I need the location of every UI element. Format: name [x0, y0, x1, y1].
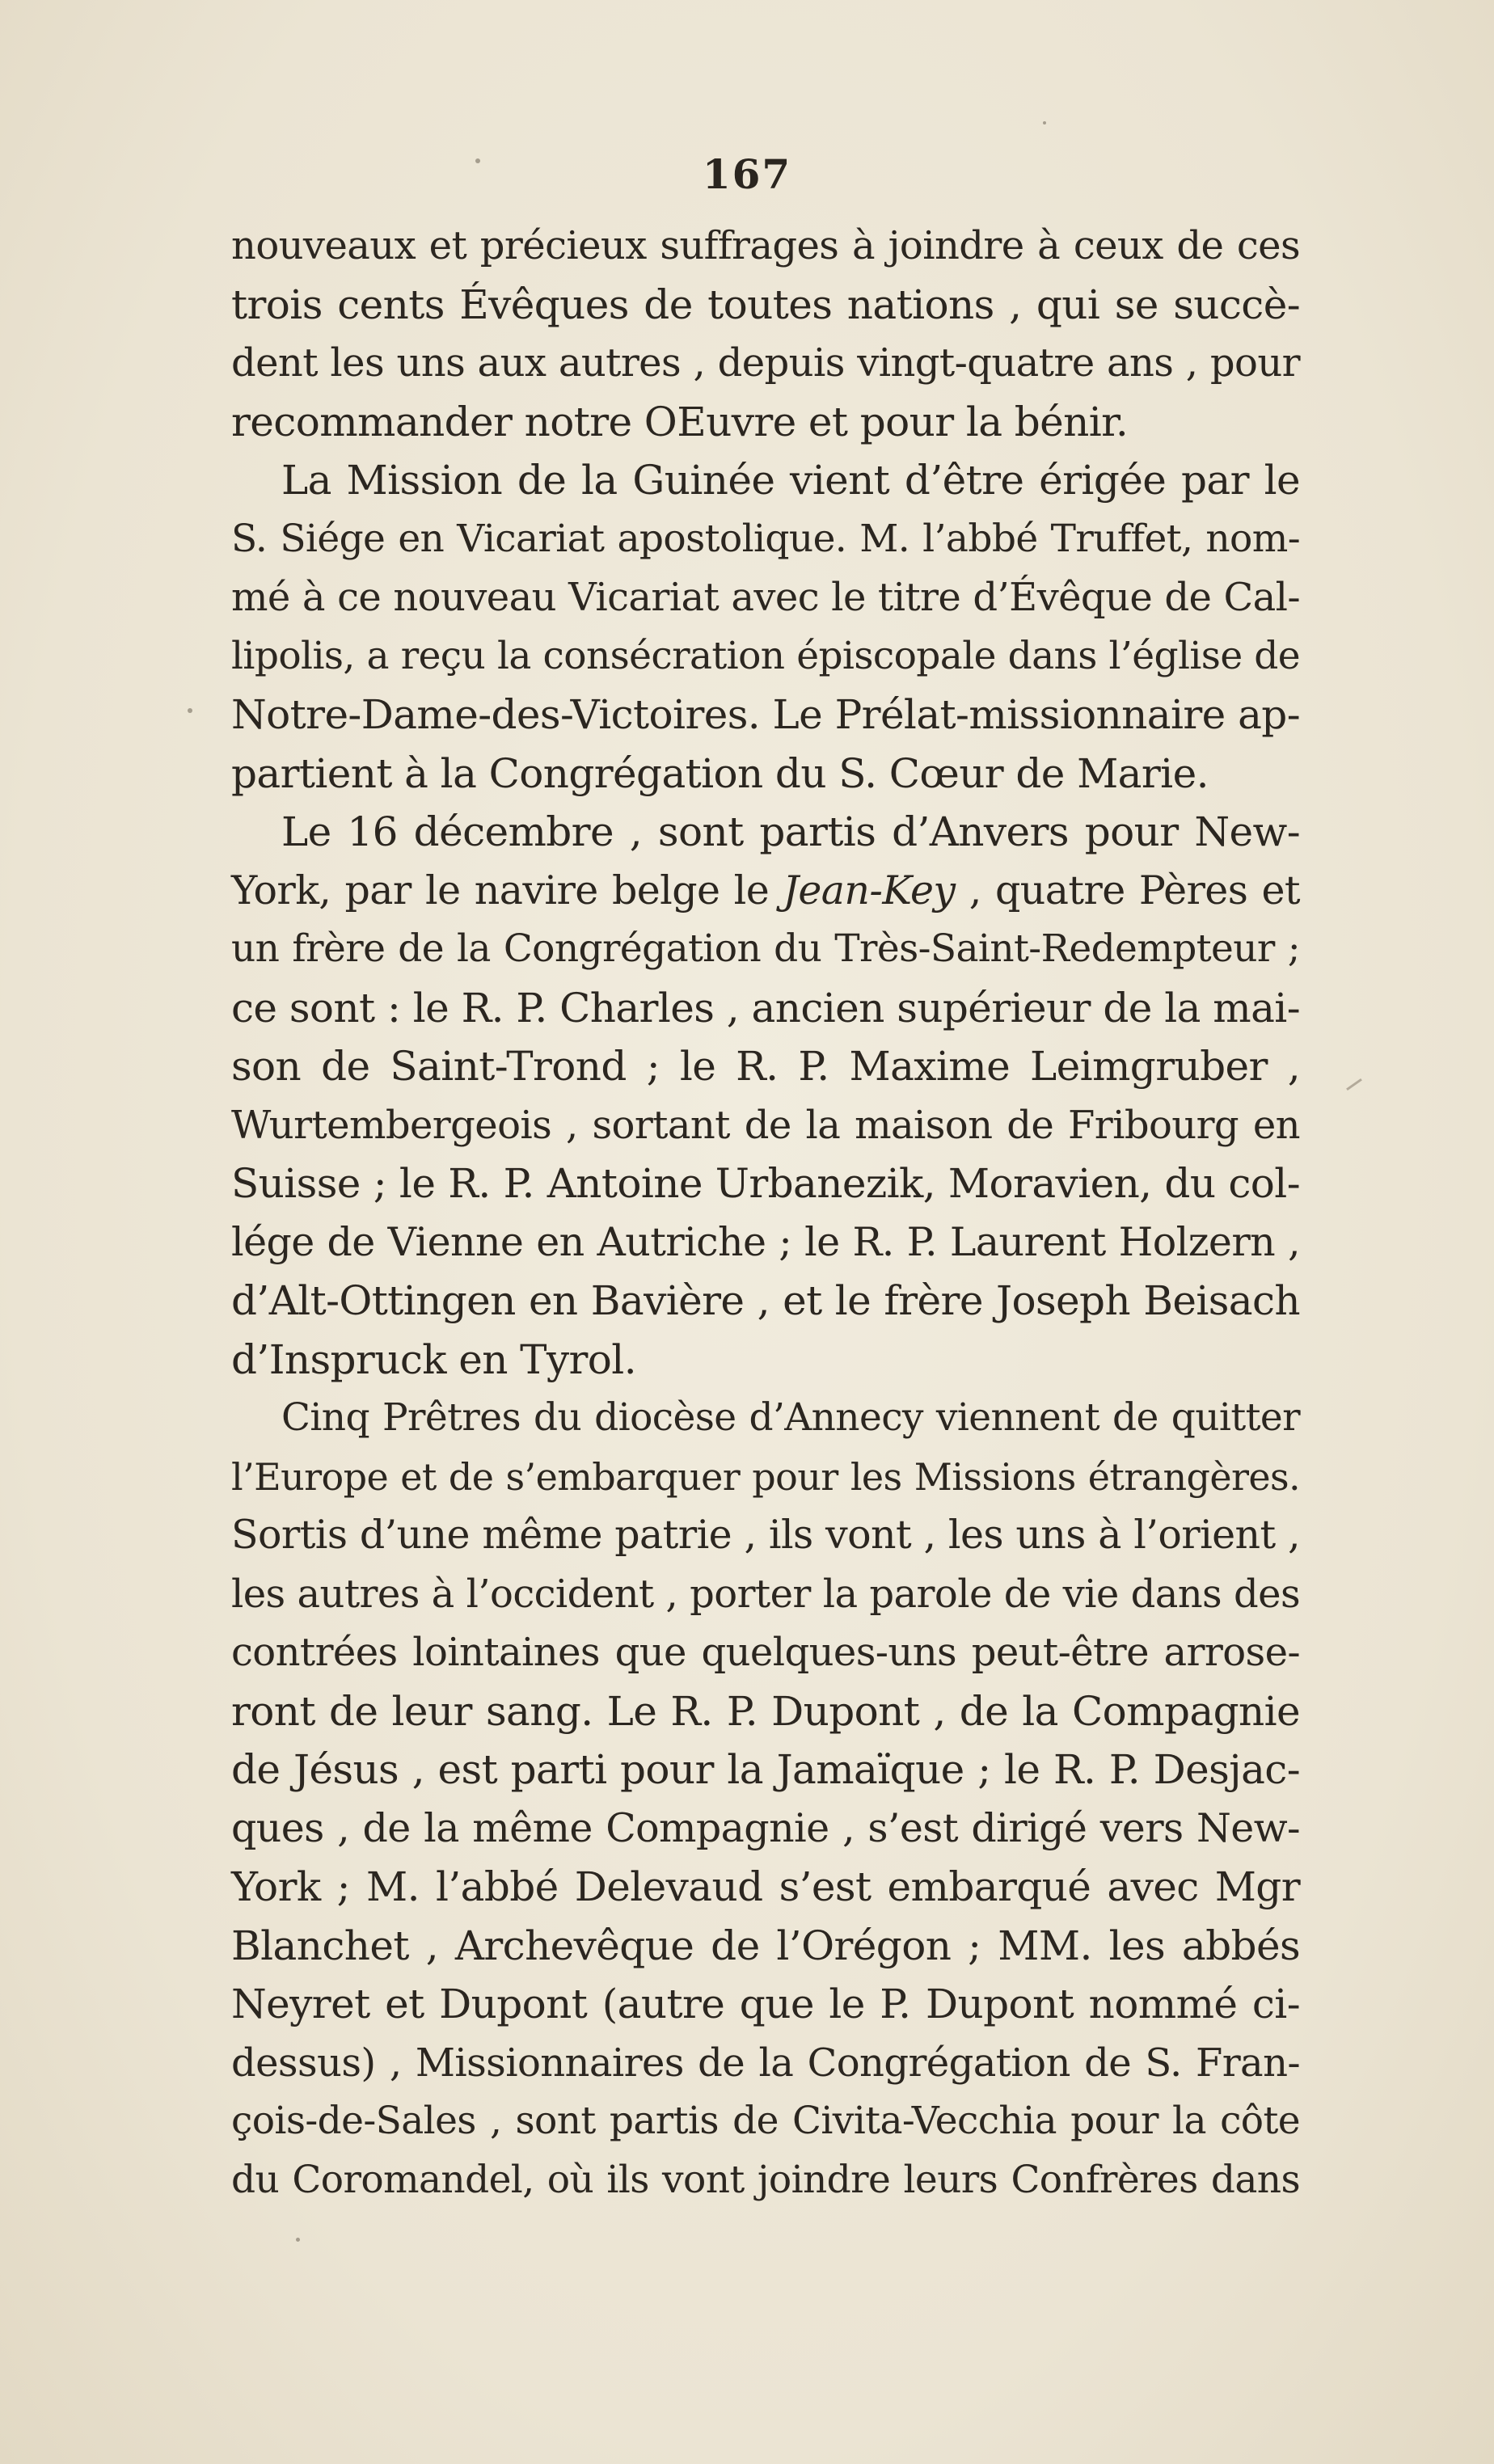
text-line: Blanchet , Archevêque de l’Orégon ; MM. les abbés — [231, 1922, 1300, 1969]
text-line: ques , de la même Compagnie , s’est dirigé vers New- — [231, 1804, 1300, 1851]
text-line: dessus) , Missionnaires de la Congrégation de S. Fran- — [231, 2040, 1300, 2086]
text-line: son de Saint-Trond ; le R. P. Maxime Leimgruber , — [231, 1043, 1300, 1090]
text-line: Cinq Prêtres du diocèse d’Annecy viennent de quitter — [281, 1395, 1300, 1440]
text-line: trois cents Évêques de toutes nations , qui se succè- — [231, 281, 1300, 328]
text-line: d’Alt-Ottingen en Bavière , et le frère Joseph Beisach — [231, 1277, 1300, 1324]
text-line: d’Inspruck en Tyrol. — [231, 1335, 636, 1383]
text-line: Neyret et Dupont (autre que le P. Dupont nommé ci- — [231, 1981, 1300, 2027]
text-line: La Mission de la Guinée vient d’être érigée par le — [281, 457, 1300, 504]
text-line: lége de Vienne en Autriche ; le R. P. Laurent Holzern , — [231, 1218, 1300, 1265]
text-line: lipolis, a reçu la consécration épiscopale dans l’église de — [231, 633, 1300, 678]
text-line: nouveaux et précieux suffrages à joindre à ceux de ces — [231, 223, 1300, 268]
ship-name: Jean-Key — [783, 867, 956, 913]
text-line: l’Europe et de s’embarquer pour les Missions étrangères. — [231, 1454, 1300, 1499]
text-line: les autres à l’occident , porter la parole de vie dans des — [231, 1571, 1300, 1617]
paper-speck — [188, 708, 192, 713]
text-line: recommander notre OEuvre et pour la bénir. — [231, 398, 1129, 445]
text-line: Wurtembergeois , sortant de la maison de Fribourg en — [231, 1102, 1300, 1148]
text-line: du Coromandel, où ils vont joindre leurs Confrères dans — [231, 2157, 1300, 2202]
text-line: dent les uns aux autres , depuis vingt-quatre ans , pour — [231, 340, 1300, 386]
text-line-ship-name: York, par le navire belge le Jean-Key , quatre Pères et — [231, 867, 1301, 913]
text-line: Le 16 décembre , sont partis d’Anvers pour New- — [281, 808, 1300, 855]
text-line: de Jésus , est parti pour la Jamaïque ; le R. P. Desjac- — [231, 1746, 1300, 1793]
text-line: partient à la Congrégation du S. Cœur de Marie. — [231, 749, 1209, 797]
text-line: S. Siége en Vicariat apostolique. M. l’abbé Truffet, nom- — [231, 516, 1300, 561]
paper-mark — [1346, 1078, 1362, 1091]
text-line: ront de leur sang. Le R. P. Dupont , de la Compagnie — [231, 1687, 1300, 1735]
text-line: Notre-Dame-des-Victoires. Le Prélat-missionnaire ap- — [231, 691, 1300, 738]
text-line: ce sont : le R. P. Charles , ancien supérieur de la mai- — [231, 984, 1300, 1032]
text-line: Sortis d’une même patrie , ils vont , les uns à l’orient , — [231, 1512, 1300, 1558]
text-line: çois-de-Sales , sont partis de Civita-Vecchia pour la côte — [231, 2099, 1300, 2143]
text-line: un frère de la Congrégation du Très-Saint-Redempteur ; — [231, 926, 1300, 971]
paper-speck — [296, 2238, 300, 2242]
text-line: York ; M. l’abbé Delevaud s’est embarqué avec Mgr — [231, 1863, 1300, 1910]
text-line: Suisse ; le R. P. Antoine Urbanezik, Moravien, du col- — [231, 1160, 1300, 1207]
paper-speck — [1043, 121, 1046, 124]
text-line: contrées lointaines que quelques-uns peut-être arrose- — [231, 1630, 1300, 1675]
text-line: mé à ce nouveau Vicariat avec le titre d’Évêque de Cal- — [231, 575, 1300, 620]
body-text — [231, 217, 1300, 2209]
page-number: 167 — [702, 150, 792, 198]
